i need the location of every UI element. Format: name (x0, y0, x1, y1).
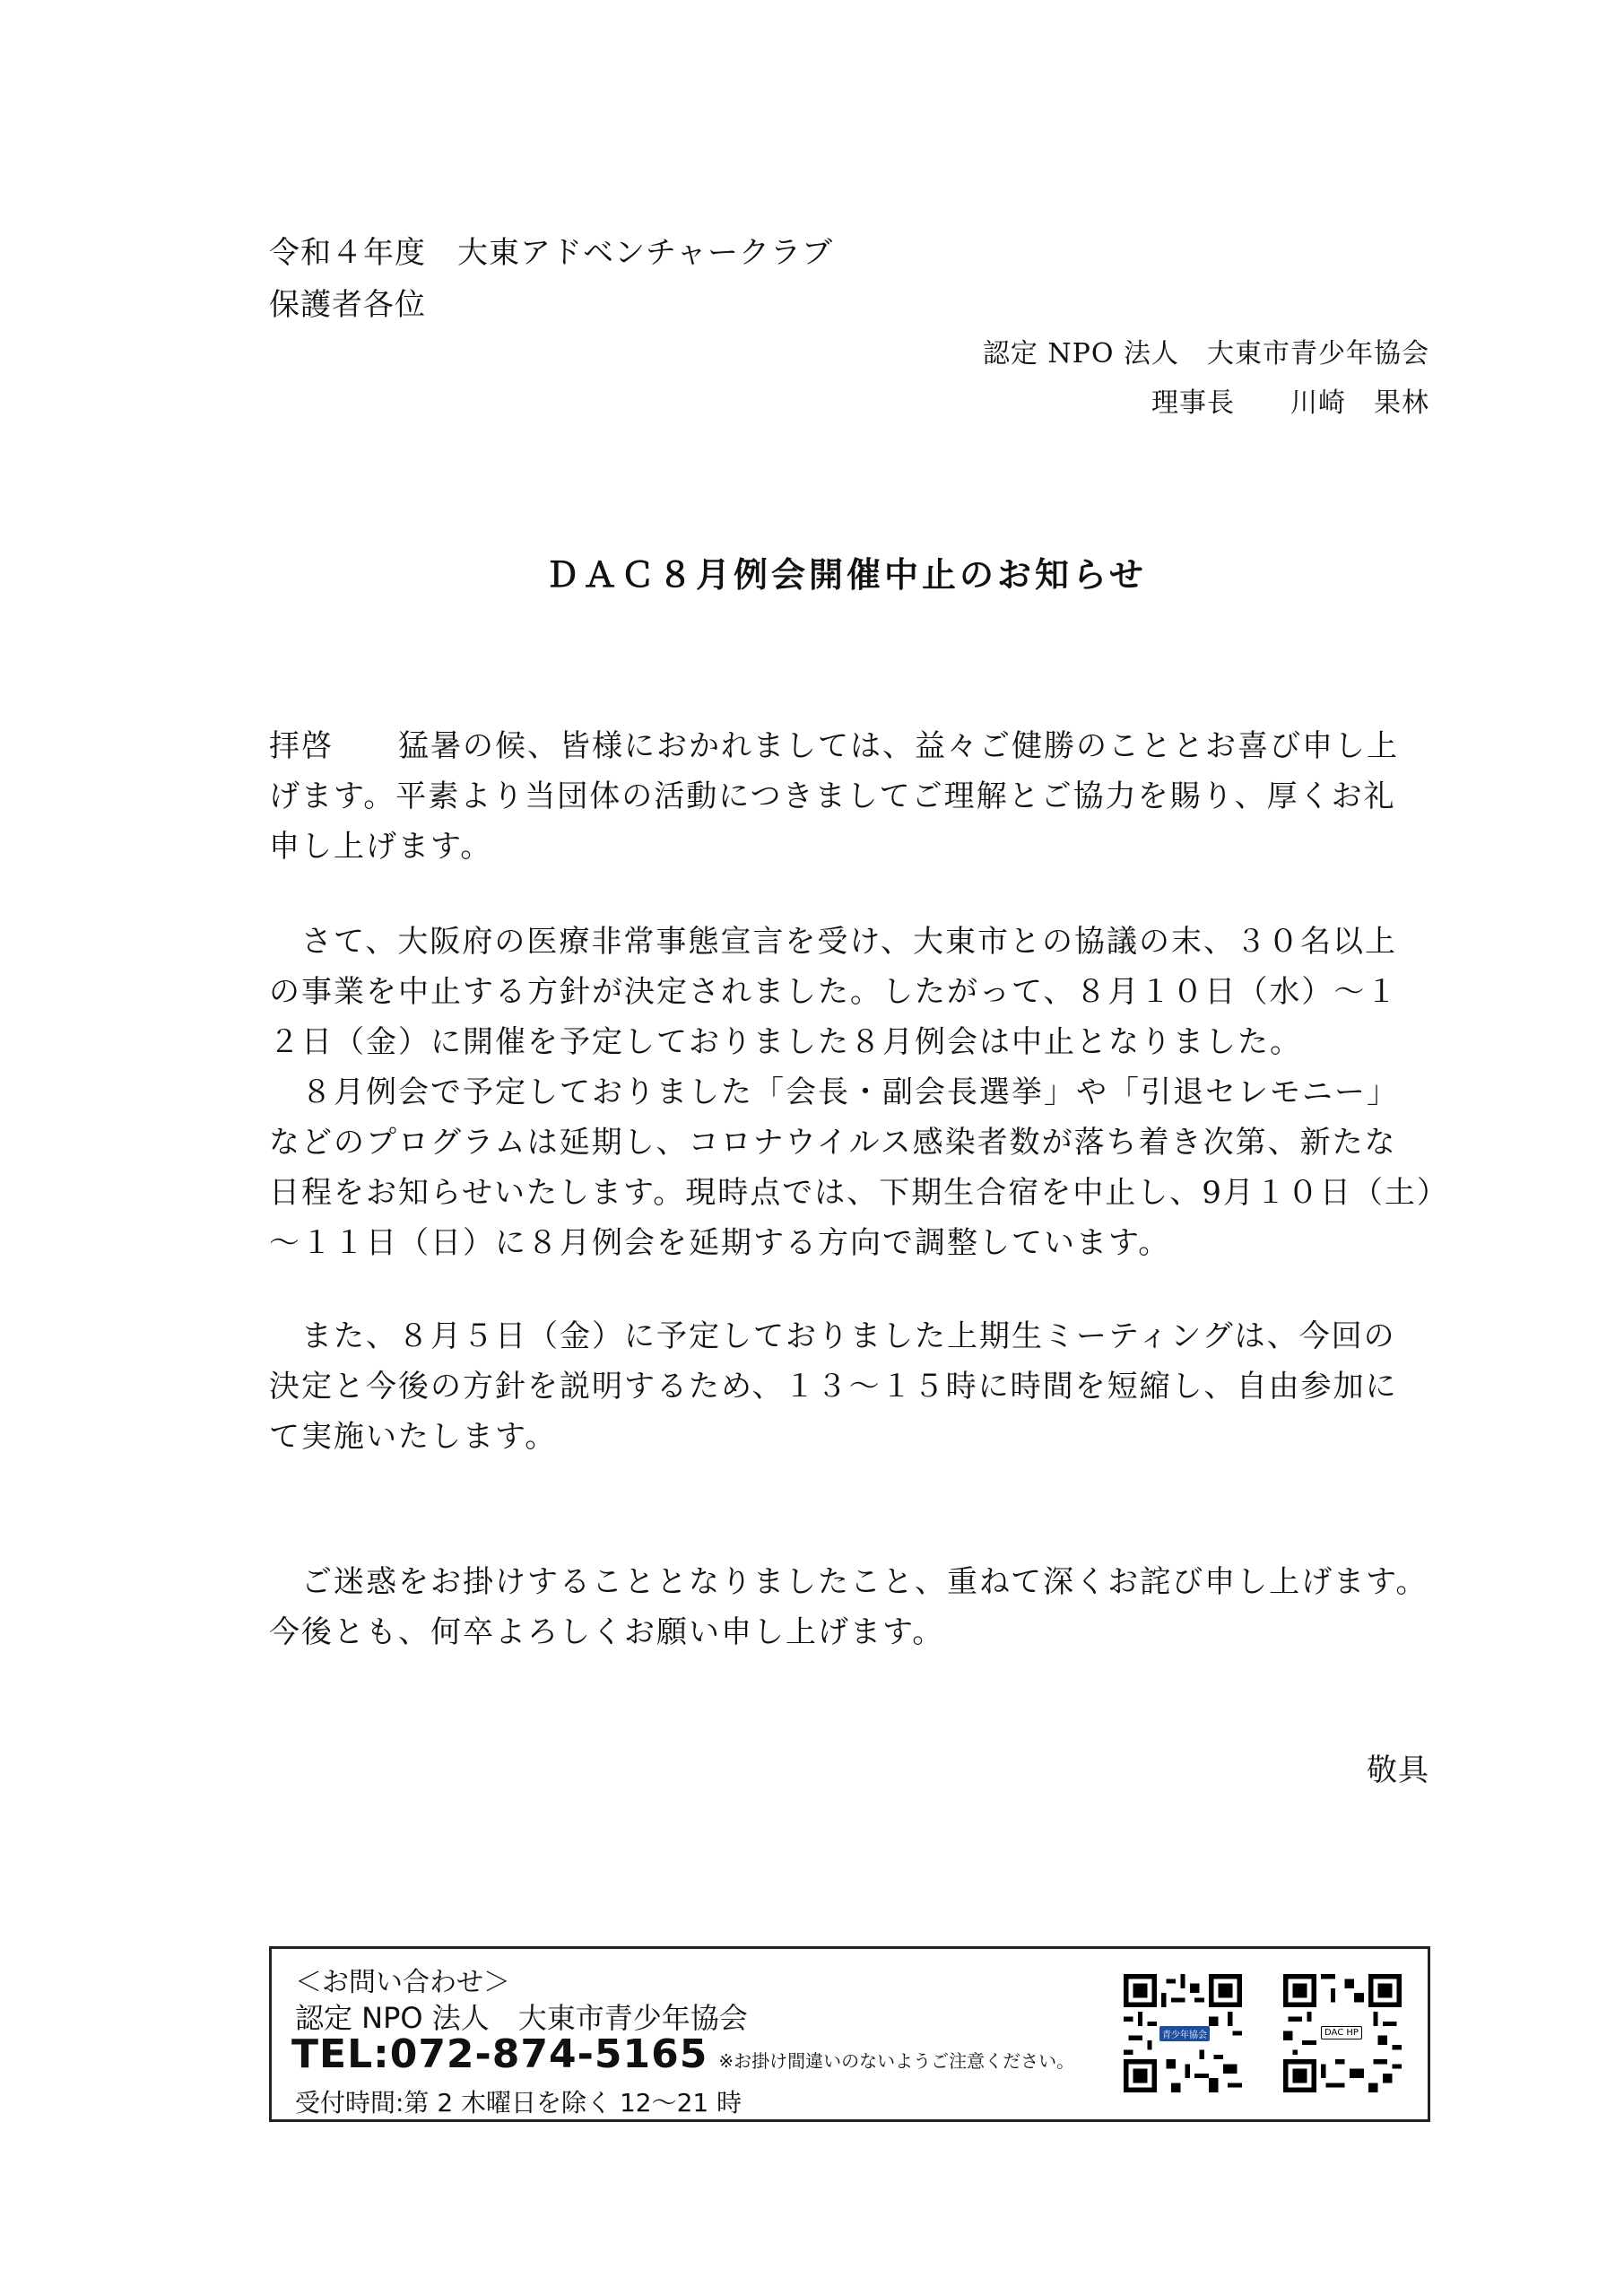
document-title: ＤＡＣ８月例会開催中止のお知らせ (545, 554, 1147, 595)
body-line: の事業を中止する方針が決定されました。したがって、８月１０日（水）〜１ (269, 974, 1399, 1010)
qr-label: 青少年協会 (1159, 2026, 1210, 2041)
body-line: ２日（金）に開催を予定しておりました８月例会は中止となりました。 (269, 1024, 1302, 1060)
body-line: 申し上げます。 (269, 829, 493, 865)
contact-hours: 受付時間:第 2 木曜日を除く 12〜21 時 (295, 2088, 743, 2118)
body-line: 〜１１日（日）に８月例会を延期する方向で調整しています。 (269, 1225, 1171, 1261)
body-line: 決定と今後の方針を説明するため、１３〜１５時に時間を短縮し、自由参加に (269, 1369, 1398, 1405)
qr-code-icon (1283, 1974, 1402, 2092)
closing-text: 敬具 (1367, 1752, 1429, 1788)
body-line: 拝啓 猛暑の候、皆様におかれましては、益々ご健勝のこととお喜び申し上 (269, 728, 1399, 764)
qr-code-icon (1124, 1974, 1242, 2092)
body-line: 今後とも、何卒よろしくお願い申し上げます。 (269, 1614, 945, 1650)
body-line: ご迷惑をお掛けすることとなりましたこと、重ねて深くお詫び申し上げます。 (269, 1564, 1429, 1600)
phone-note: ※お掛け間違いのないようご注意ください。 (718, 2050, 1075, 2072)
recipient-line-1: 令和４年度 大東アドベンチャークラブ (269, 235, 833, 271)
contact-box (269, 1946, 1430, 2122)
contact-heading: ＜お問い合わせ＞ (295, 1967, 510, 1998)
body-line: また、８月５日（金）に予定しておりました上期生ミーティングは、今回の (269, 1318, 1396, 1354)
contact-phone (291, 2031, 1074, 2077)
phone-number: TEL:072-874-5165 (291, 2031, 708, 2077)
body-line: げます。平素より当団体の活動につきましてご理解とご協力を賜り、厚くお礼 (269, 778, 1396, 814)
body-line: ８月例会で予定しておりました「会長・副会長選挙」や「引退セレモニー」 (269, 1074, 1399, 1110)
contact-organization: 認定 NPO 法人 大東市青少年協会 (295, 2001, 748, 2035)
qr-label: DAC HP (1321, 2026, 1362, 2039)
body-line: 日程をお知らせいたします。現時点では、下期生合宿を中止し、9月１０日（土） (269, 1175, 1449, 1211)
body-line: などのプログラムは延期し、コロナウイルス感染者数が落ち着き次第、新たな (269, 1125, 1397, 1161)
body-line: て実施いたします。 (269, 1419, 558, 1455)
recipient-line-2: 保護者各位 (269, 287, 426, 323)
sender-organization: 認定 NPO 法人 大東市青少年協会 (982, 338, 1429, 370)
sender-name: 理事長 川崎 果林 (1151, 387, 1429, 419)
body-line: さて、大阪府の医療非常事態宣言を受け、大東市との協議の末、３０名以上 (269, 924, 1397, 960)
